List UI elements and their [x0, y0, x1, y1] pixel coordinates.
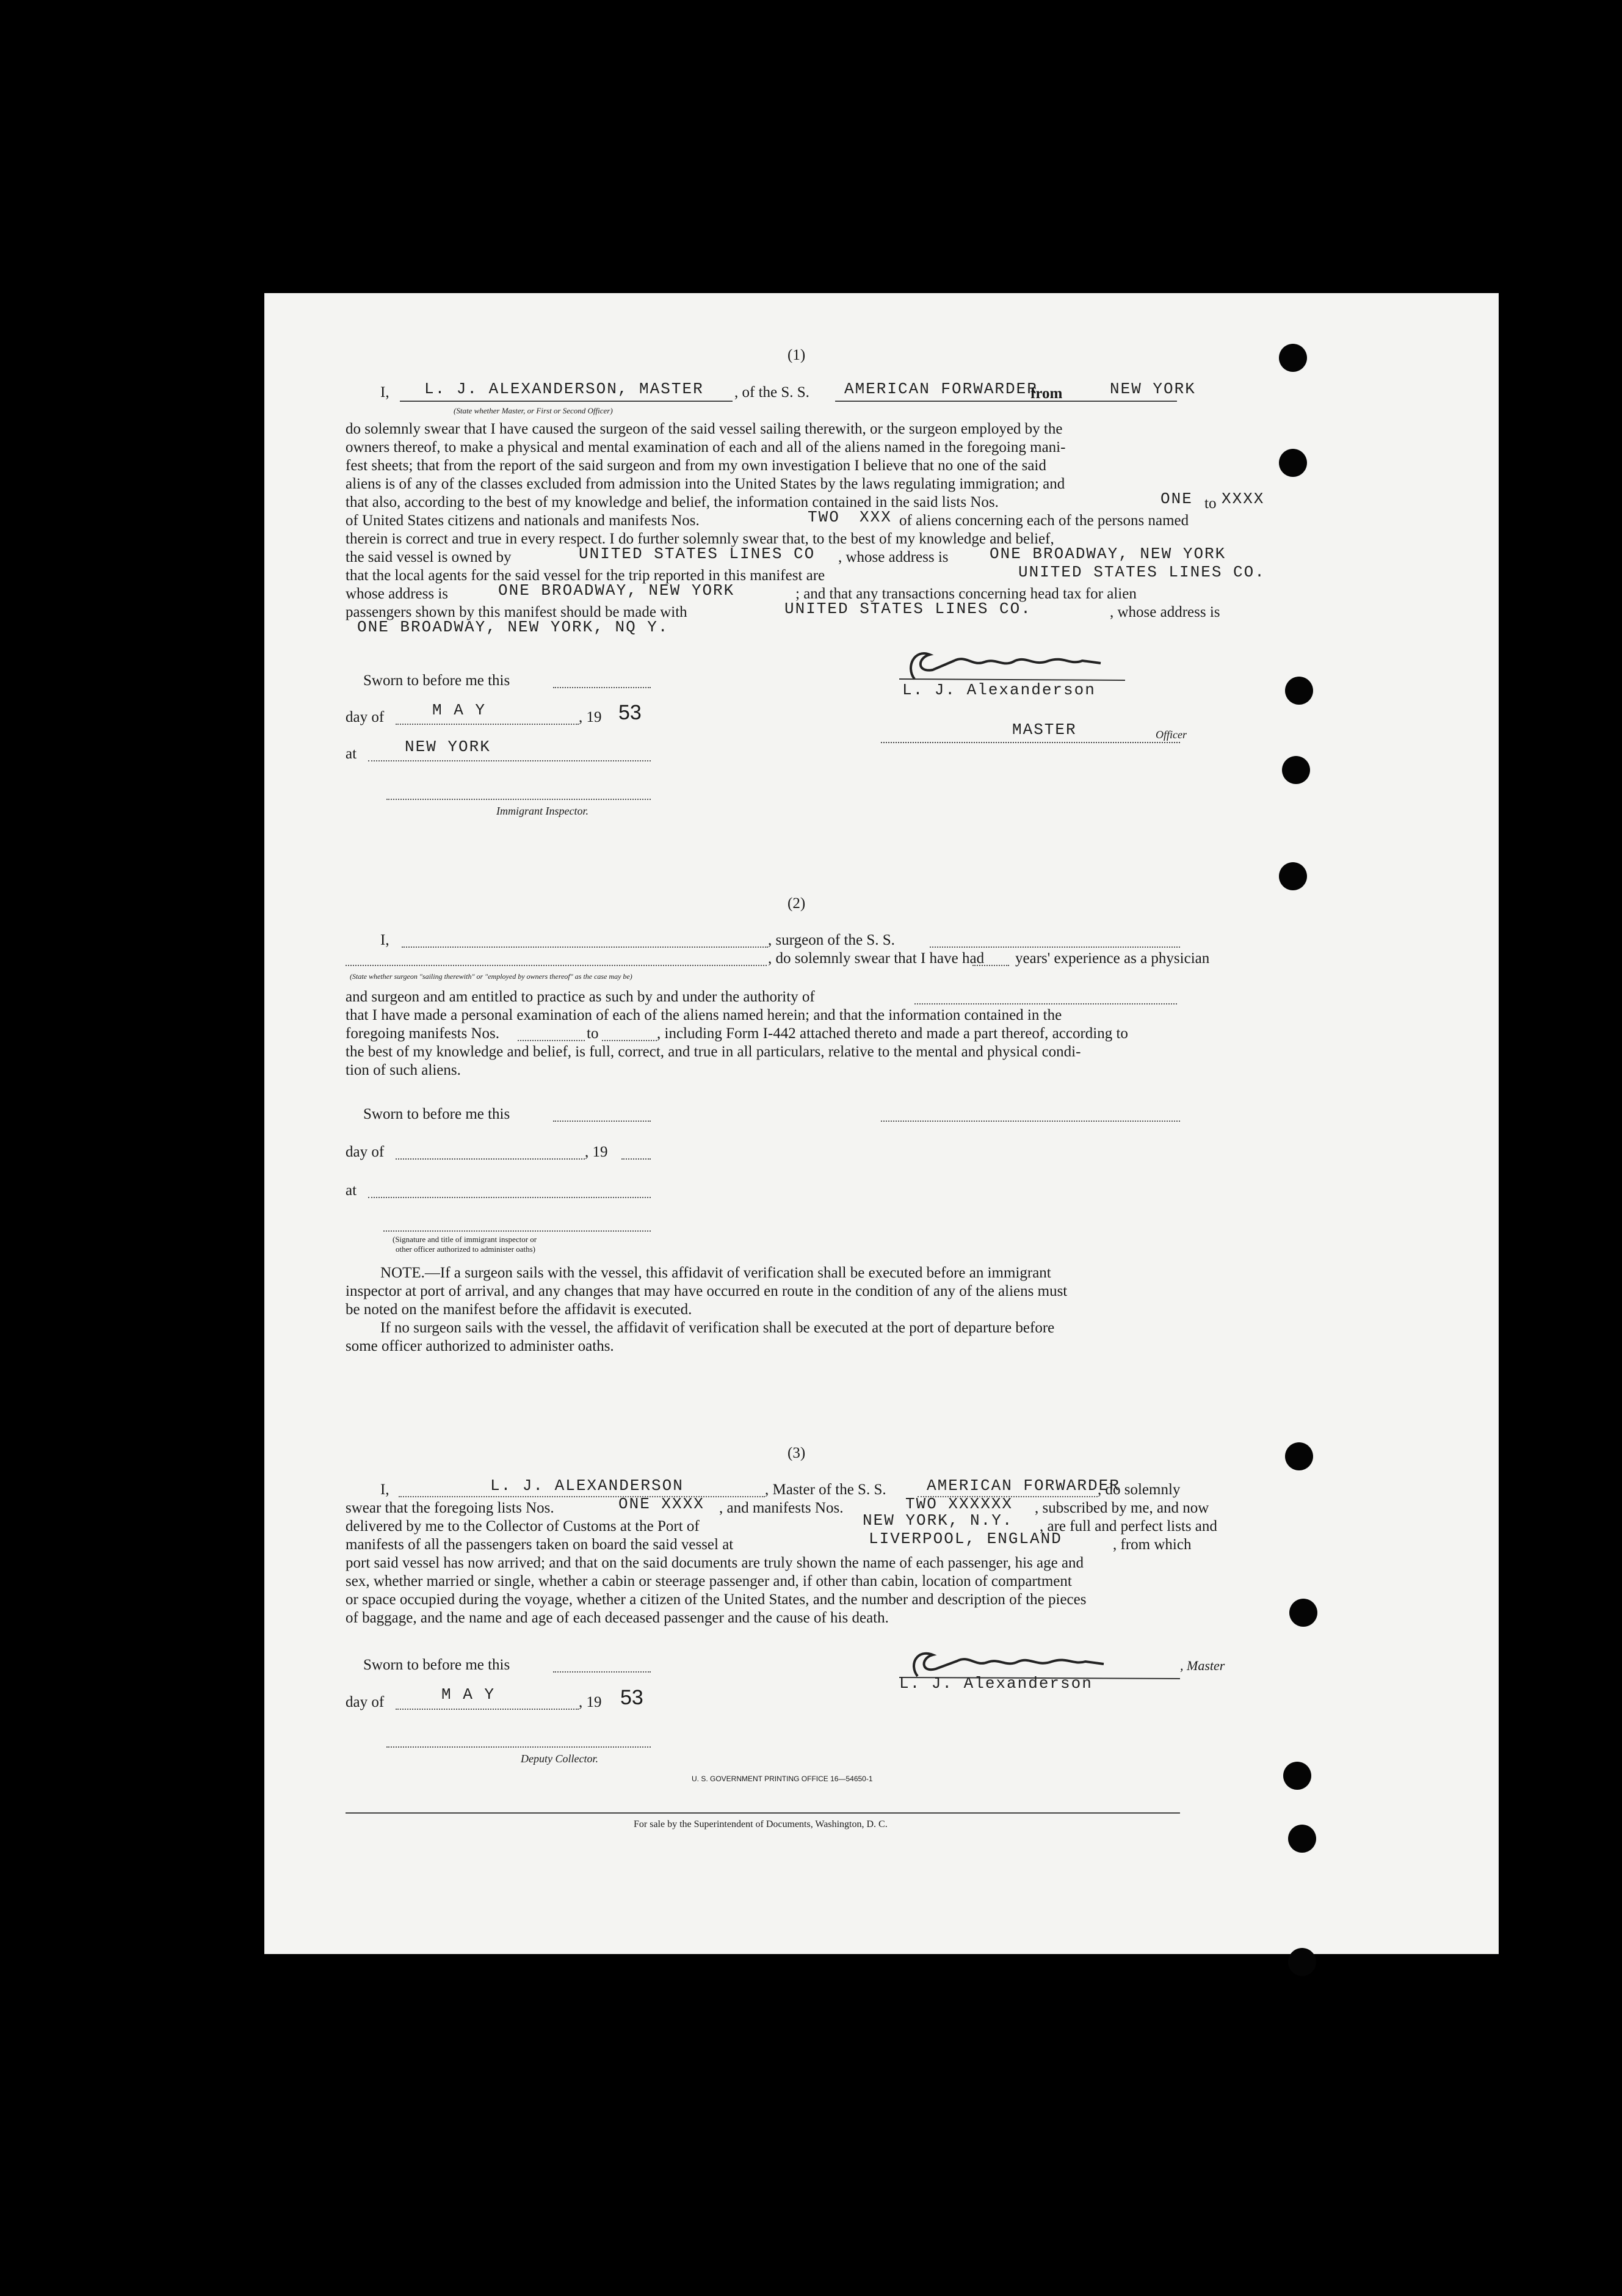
surgeon-line-5: , including Form I-442 attached thereto and made a part thereof, according to [657, 1025, 1128, 1042]
state-note: (State whether Master, or First or Second Officer) [454, 406, 613, 415]
surgeon-ship-line [930, 946, 1180, 948]
master-month-line [396, 1709, 579, 1710]
punch-hole [1279, 449, 1307, 477]
subscribed-label: , subscribed by me, and now [1035, 1500, 1209, 1516]
ship-name: AMERICAN FORWARDER [844, 380, 1038, 398]
surgeon-i-label: I, [380, 932, 389, 948]
punch-hole [1285, 1442, 1313, 1470]
manifests-to-line [602, 1040, 657, 1041]
officer-label: Officer [1156, 728, 1187, 741]
punch-hole [1288, 1825, 1316, 1853]
surgeon-sworn-label: Sworn to before me this [363, 1106, 510, 1122]
sworn-place: NEW YORK [405, 738, 491, 756]
collector-line [386, 1746, 651, 1748]
experience-text: years' experience as a physician [1015, 950, 1210, 967]
owned-by-label: the said vessel is owned by [346, 549, 512, 565]
authority-line [914, 1003, 1177, 1005]
owner-name: UNITED STATES LINES CO [579, 545, 816, 563]
punch-hole [1279, 862, 1307, 890]
to-label: to [1204, 495, 1217, 512]
agents-name: UNITED STATES LINES CO. [1018, 563, 1265, 581]
punch-hole [1288, 1948, 1316, 1976]
surgeon-line-6: the best of my knowledge and belief, is full, correct, and true in all particulars, relative to the mental and physical condi- [346, 1044, 1081, 1060]
surgeon-capacity-line [346, 965, 767, 966]
officer-signature-line [383, 1230, 651, 1232]
collector-label: delivered by me to the Collector of Customs at the Port of [346, 1518, 700, 1535]
oath-line-6a: of United States citizens and nationals and manifests Nos. [346, 512, 700, 529]
from-which-label: , from which [1113, 1536, 1192, 1553]
master-typed-name: L. J. Alexanderson [902, 681, 1096, 699]
oath-line-5: that also, according to the best of my knowledge and belief, the information contained in the said lists Nos. [346, 494, 999, 510]
surgeon-month-line [396, 1158, 585, 1160]
inspector-line [386, 799, 651, 800]
place-line [368, 760, 651, 761]
master-name-3: L. J. ALEXANDERSON [490, 1477, 684, 1495]
arrival-port: NEW YORK, N.Y. [863, 1511, 1013, 1530]
taken-on-board-label: manifests of all the passengers taken on board the said vessel at [346, 1536, 734, 1553]
at-label: at [346, 746, 357, 762]
owner-address: ONE BROADWAY, NEW YORK [990, 545, 1226, 563]
punch-hole [1282, 756, 1310, 784]
section-3-number: (3) [787, 1445, 806, 1461]
port-line [1064, 401, 1177, 402]
master-i-label: I, [380, 1481, 389, 1498]
master-sworn-year: 53 [620, 1686, 643, 1709]
years-line [972, 965, 1009, 966]
oath-line-7: therein is correct and true in every respect. I do further solemnly swear that, to the best of my knowledge and belief, [346, 531, 1054, 547]
departure-port-3: LIVERPOOL, ENGLAND [869, 1530, 1062, 1548]
headtax-party: UNITED STATES LINES CO. [784, 600, 1032, 618]
lists-numbers: ONE XXXX [618, 1495, 704, 1513]
sworn-line [553, 687, 651, 688]
surgeon-day-of-label: day of [346, 1144, 385, 1160]
manifests-from-line [518, 1040, 585, 1041]
agents-label: that the local agents for the said vessel for the trip reported in this manifest are [346, 567, 825, 584]
sworn-year: 53 [618, 701, 642, 724]
master-year-prefix: , 19 [579, 1694, 602, 1710]
headtax-address-label: , whose address is [1110, 604, 1220, 620]
ship-line [835, 401, 1064, 402]
master-label: , Master [1180, 1658, 1225, 1673]
surgeon-sworn-line [553, 1121, 651, 1122]
surgeon-to-label: to [587, 1025, 599, 1042]
lists-to: XXXX [1222, 490, 1265, 508]
surgeon-year-line [621, 1158, 651, 1160]
master-ss-label: , Master of the S. S. [765, 1481, 886, 1498]
headtax-address: ONE BROADWAY, NEW YORK, NQ Y. [357, 618, 669, 636]
footer-rule [346, 1812, 1180, 1814]
month-line [396, 724, 579, 725]
departure-port: NEW YORK [1110, 380, 1196, 398]
title-line [881, 742, 1180, 743]
manifests-to: XXX [860, 508, 892, 526]
surgeon-ss-label: , surgeon of the S. S. [768, 932, 895, 948]
note-line-3: be noted on the manifest before the affidavit is executed. [346, 1301, 692, 1318]
surgeon-manifests-label: foregoing manifests Nos. [346, 1025, 500, 1042]
perfect-lists-label: , are full and perfect lists and [1040, 1518, 1217, 1535]
master-sworn-line [553, 1671, 651, 1673]
note-line-1: NOTE.—If a surgeon sails with the vessel, this affidavit of verification shall be executed before an immigrant [380, 1265, 1051, 1281]
surgeon-state-note: (State whether surgeon "sailing therewith" or "employed by owners thereof" as the case may be) [350, 972, 632, 981]
section-2-number: (2) [787, 895, 806, 912]
oath-line-2: owners thereof, to make a physical and mental examination of each and all of the aliens named in the foregoing mani- [346, 439, 1066, 456]
deputy-collector-title: Deputy Collector. [521, 1753, 598, 1765]
master-sworn-month: M A Y [441, 1685, 496, 1704]
punch-hole [1289, 1599, 1317, 1627]
officer-note-2: other officer authorized to administer oaths) [396, 1244, 535, 1254]
note-line-5: some officer authorized to administer oaths. [346, 1338, 614, 1354]
oath-line-6b: of aliens concerning each of the persons named [899, 512, 1189, 529]
master-day-of-label: day of [346, 1694, 385, 1710]
oath-line-3: fest sheets; that from the report of the said surgeon and from my own investigation I believe that no one of the said [346, 457, 1046, 474]
manifests-from: TWO [808, 508, 840, 526]
agents-address-label: whose address is [346, 586, 449, 602]
master-signature-1 [881, 642, 1198, 685]
manifests-numbers: TWO XXXXXX [905, 1495, 1013, 1513]
i-label: I, [380, 384, 389, 401]
master-line-5: port said vessel has now arrived; and that on the said documents are truly shown the name of each passenger, his age and [346, 1555, 1084, 1571]
manifest-page [264, 293, 1499, 1954]
oath-line-4: aliens is of any of the classes excluded from admission into the United States by the laws regulating immigration; and [346, 476, 1065, 492]
owner-address-label: , whose address is [838, 549, 949, 565]
headtax-line: ; and that any transactions concerning head tax for alien [795, 586, 1137, 602]
surgeon-swear-text: , do solemnly swear that I have had [768, 950, 985, 967]
punch-hole [1285, 677, 1313, 705]
agents-address: ONE BROADWAY, NEW YORK [498, 581, 735, 600]
lists-label: swear that the foregoing lists Nos. [346, 1500, 554, 1516]
surgeon-signature-line [881, 1121, 1180, 1122]
from-label: from [1030, 385, 1063, 402]
manifests-label: , and manifests Nos. [719, 1500, 844, 1516]
punch-hole [1279, 344, 1307, 372]
master-title: MASTER [1012, 721, 1077, 739]
day-of-label: day of [346, 709, 385, 725]
year-prefix: , 19 [579, 709, 602, 725]
master-line-7: or space occupied during the voyage, whether a citizen of the United States, and the number and description of the pieces [346, 1591, 1087, 1608]
surgeon-at-label: at [346, 1182, 357, 1199]
officer-note-1: (Signature and title of immigrant inspector or [393, 1235, 537, 1244]
surgeon-line-3: and surgeon and am entitled to practice as such by and under the authority of [346, 989, 815, 1005]
sworn-label: Sworn to before me this [363, 672, 510, 689]
master-name-line [399, 1496, 765, 1497]
headtax-label: passengers shown by this manifest should be made with [346, 604, 687, 620]
master-name: L. J. ALEXANDERSON, MASTER [424, 380, 704, 398]
oath-line-1: do solemnly swear that I have caused the surgeon of the said vessel sailing therewith, or the surgeon employed by the [346, 421, 1063, 437]
master-sworn-label: Sworn to before me this [363, 1657, 510, 1673]
sale-note: For sale by the Superintendent of Documents, Washington, D. C. [634, 1819, 888, 1829]
solemnly-label: , do solemnly [1098, 1481, 1181, 1498]
sworn-month: M A Y [432, 701, 487, 719]
surgeon-line-7: tion of such aliens. [346, 1062, 461, 1078]
inspector-title: Immigrant Inspector. [496, 805, 588, 817]
of-ss-label: , of the S. S. [734, 384, 809, 401]
note-line-2: inspector at port of arrival, and any changes that may have occurred en route in the condition of any of the aliens must [346, 1283, 1068, 1299]
surgeon-year-prefix: , 19 [585, 1144, 608, 1160]
section-1-number: (1) [787, 347, 806, 363]
master-line-6: sex, whether married or single, whether a cabin or steerage passenger and, if other than cabin, location of compartment [346, 1573, 1072, 1589]
surgeon-line-4: that I have made a personal examination of each of the aliens named herein; and that the information contained in the [346, 1007, 1062, 1023]
punch-hole [1283, 1762, 1311, 1790]
master-line-8: of baggage, and the name and age of each deceased passenger and the cause of his death. [346, 1610, 889, 1626]
ship-name-3: AMERICAN FORWARDER [927, 1477, 1120, 1495]
surgeon-name-line [402, 946, 768, 948]
surgeon-place-line [368, 1197, 651, 1198]
printing-office-note: U. S. GOVERNMENT PRINTING OFFICE 16—54650-1 [692, 1775, 873, 1783]
master-typed-name-3: L. J. Alexanderson [899, 1674, 1093, 1693]
lists-from: ONE [1160, 490, 1193, 508]
note-line-4: If no surgeon sails with the vessel, the affidavit of verification shall be executed at the port of departure before [380, 1320, 1055, 1336]
